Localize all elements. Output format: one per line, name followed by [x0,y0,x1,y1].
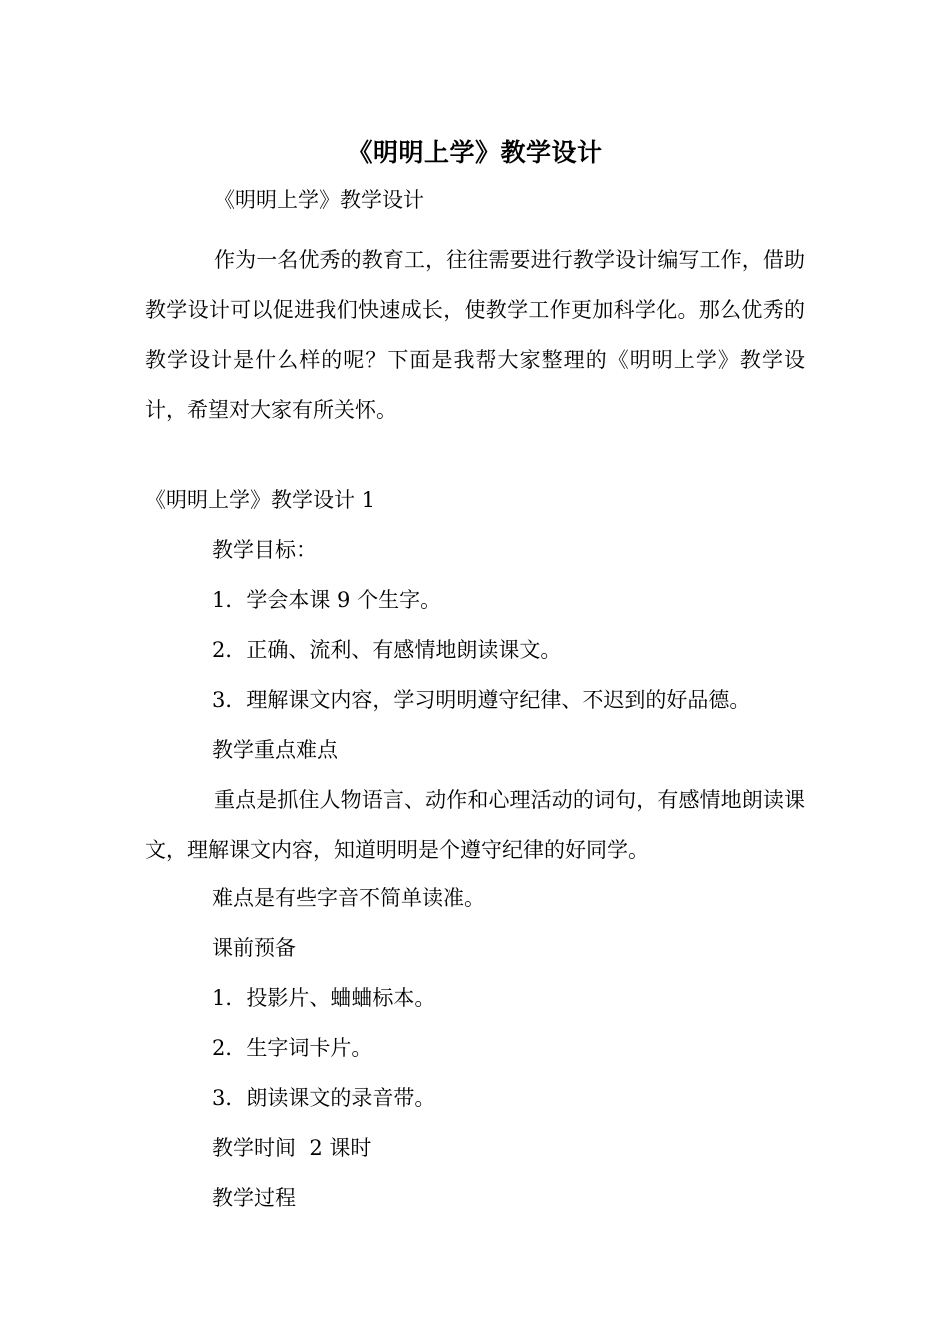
prep-item: 2．生字词卡片。 [212,1036,373,1060]
intro-paragraph: 作为一名优秀的教育工，往往需要进行教学设计编写工作，借助教学设计可以促进我们快速成长，使教学工作更加科学化。那么优秀的教学设计是什么样的呢？下面是我帮大家整理的《明明上学》教学设计，希望对大家有所关怀。 [145,248,805,422]
goal-item: 3．理解课文内容，学习明明遵守纪律、不迟到的好品德。 [212,688,751,712]
goals-heading: 教学目标： [212,538,317,562]
key-points-heading: 教学重点难点 [212,738,338,762]
process-heading: 教学过程 [212,1186,296,1210]
prep-item: 1．投影片、蛐蛐标本。 [212,986,436,1010]
document-title: 《明明上学》教学设计 [347,138,603,167]
section-heading: 《明明上学》教学设计 1 [145,488,376,512]
key-points-paragraph: 重点是抓住人物语言、动作和心理活动的词句，有感情地朗读课文，理解课文内容，知道明明是个遵守纪律的好同学。 [145,788,805,862]
teaching-time: 教学时间 2 课时 [212,1136,372,1160]
goal-item: 1．学会本课 9 个生字。 [212,588,442,612]
difficulty-line: 难点是有些字音不简单读准。 [212,886,485,910]
prep-item: 3．朗读课文的录音带。 [212,1086,436,1110]
document-subtitle: 《明明上学》教学设计 [214,188,424,212]
goal-item: 2．正确、流利、有感情地朗读课文。 [212,638,562,662]
prep-heading: 课前预备 [212,936,296,960]
